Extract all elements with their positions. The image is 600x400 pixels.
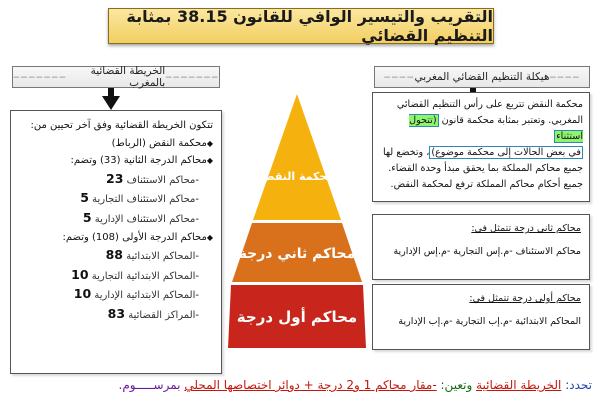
cassation-line-3: في بعض الحالات إلى محكمة موضوع)، وتخضع لها xyxy=(382,147,581,158)
left-down-arrow-icon xyxy=(102,96,120,110)
left-header-label: الخريطة القضائية بالمغرب xyxy=(90,65,166,89)
judicial-map-count: 5 xyxy=(82,209,92,225)
judicial-map-count: 88 xyxy=(105,247,124,263)
second-degree-heading: محاكم ثاني درجة تتمثل في: xyxy=(471,223,581,234)
cassation-highlight-2: في بعض الحالات إلى محكمة موضوع) xyxy=(431,147,581,158)
first-degree-heading: محاكم أولى درجة تتمثل في: xyxy=(469,293,581,304)
right-section-header: ‒‒‒‒ هيكلة التنظيم القضائي المغربي ‒‒‒‒ xyxy=(374,66,590,88)
first-degree-body: المحاكم الابتدائية -م.إب التجارية -م.إب الإدارية xyxy=(398,316,581,327)
judicial-map-count: 10 xyxy=(71,266,89,282)
judicial-map-item: ◆ محاكم الدرجة الثانية (33) وتضم: xyxy=(17,152,213,170)
footer-part-3: وتعين: xyxy=(440,378,473,392)
judicial-map-item: -المراكز القضائية 83 xyxy=(107,305,199,321)
court-of-cassation-box xyxy=(372,92,590,202)
judicial-map-item: -المحاكم الابتدائية الإدارية 10 xyxy=(73,286,199,302)
footer-part-1: تحدد: xyxy=(565,378,592,392)
court-pyramid xyxy=(228,92,366,352)
pyramid-bottom-label: محاكم أول درجة xyxy=(236,308,358,326)
judicial-map-intro: تتكون الخريطة القضائية وفق آخر تحيين من: xyxy=(30,120,213,131)
footer-part-5: بمرســـــوم. xyxy=(118,378,181,392)
footer-note xyxy=(20,374,592,396)
judicial-map-item: -المحاكم الابتدائية 88 xyxy=(105,247,199,263)
judicial-map-item: -محاكم الاستئناف الإدارية 5 xyxy=(82,209,199,225)
cassation-line-1: محكمة النقض تتربع على رأس التنظيم القضائي xyxy=(396,99,583,110)
judicial-map-item: ◆ محكمة النقض (الرباط) xyxy=(17,135,213,153)
judicial-map-count: 10 xyxy=(73,286,92,302)
cassation-line-2: المغربي. وتعتبر بمثابة محكمة قانون (تتحول استثناء xyxy=(409,115,583,142)
second-degree-body: محاكم الاستئناف -م.إس التجارية -م.إس الإدارية xyxy=(393,246,581,257)
second-degree-box xyxy=(372,214,590,280)
cassation-line-4: جميع محاكم المملكة بما يحقق مبدأ وحدة القضاء. xyxy=(388,163,583,174)
judicial-map-item: ◆ محاكم الدرجة الأولى (108) وتضم: xyxy=(17,229,213,247)
judicial-map-item: -محاكم الاستئناف التجارية 5 xyxy=(80,190,199,206)
pyramid-top-label: محكمة النقض xyxy=(259,170,335,183)
cassation-line-5: جميع أحكام محاكم المملكة ترفع لمحكمة النقض. xyxy=(390,179,583,190)
first-degree-box xyxy=(372,284,590,350)
judicial-map-count: 83 xyxy=(107,305,126,321)
left-section-header: ‒‒‒‒‒‒‒ الخريطة القضائية بالمغرب ‒‒‒‒‒‒‒ xyxy=(13,65,219,89)
judicial-map-item: -محاكم الاستئناف 23 xyxy=(106,170,199,186)
page-title: التقريب والتيسير الوافي للقانون 38.15 بمثابة التنظيم القضائي xyxy=(108,8,494,44)
right-header-label: هيكلة التنظيم القضائي المغربي xyxy=(414,71,550,83)
pyramid-middle-label: محاكم ثاني درجة xyxy=(238,246,356,262)
judicial-map-count: 23 xyxy=(106,170,124,186)
pyramid-tier-top xyxy=(253,94,341,220)
judicial-map-box xyxy=(10,110,222,374)
cassation-highlight: (تتحول استثناء xyxy=(409,115,583,142)
judicial-map-count: 5 xyxy=(80,190,89,206)
footer-part-2: الخريطة القضائية xyxy=(476,378,562,392)
footer-part-4: -مقار محاكم 1 و2 درجة + دوائر اختصاصها المحلي xyxy=(184,378,437,392)
judicial-map-list xyxy=(11,111,221,325)
judicial-map-item: -المحاكم الابتدائية التجارية 10 xyxy=(71,266,199,282)
